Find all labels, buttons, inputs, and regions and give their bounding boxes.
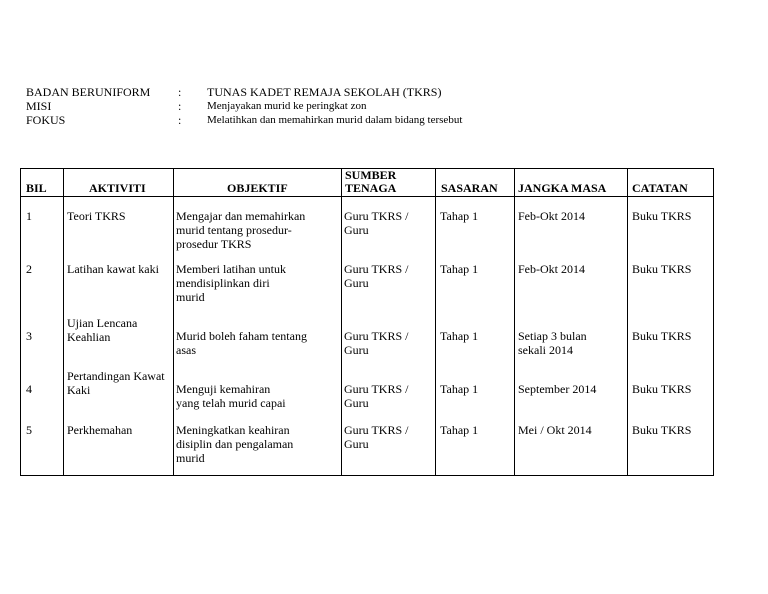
meta-colon: : <box>178 85 182 99</box>
cell-objektif: Mengajar dan memahirkan murid tentang prosedur-prosedur TKRS <box>176 209 306 251</box>
column-divider <box>63 169 64 475</box>
header-aktiviti: AKTIVITI <box>89 181 146 195</box>
cell-sasaran: Tahap 1 <box>440 262 479 276</box>
meta-key: MISI <box>26 99 52 113</box>
cell-sumber: Guru TKRS / Guru <box>344 262 409 290</box>
header-sasaran: SASARAN <box>441 181 498 195</box>
cell-objektif: Meningkatkan keahiran disiplin dan pengalaman murid <box>176 423 294 465</box>
cell-sumber: Guru TKRS / Guru <box>344 329 409 357</box>
meta-value: Menjayakan murid ke peringkat zon <box>207 100 367 112</box>
column-divider <box>627 169 628 475</box>
cell-jangka: Setiap 3 bulan sekali 2014 <box>518 329 587 357</box>
cell-jangka: September 2014 <box>518 382 597 396</box>
cell-objektif: Menguji kemahiran yang telah murid capai <box>176 382 286 410</box>
header-objektif: OBJEKTIF <box>227 181 288 195</box>
cell-jangka: Feb-Okt 2014 <box>518 209 585 223</box>
column-divider <box>435 169 436 475</box>
cell-bil: 4 <box>26 382 32 396</box>
meta-colon: : <box>178 99 182 113</box>
meta-colon: : <box>178 113 182 127</box>
cell-bil: 3 <box>26 329 32 343</box>
meta-value: Melatihkan dan memahirkan murid dalam bidang tersebut <box>207 114 463 126</box>
header-divider <box>21 196 713 197</box>
header-jangka-masa: JANGKA MASA <box>518 181 607 195</box>
column-divider <box>173 169 174 475</box>
cell-catatan: Buku TKRS <box>632 382 692 396</box>
meta-value: TUNAS KADET REMAJA SEKOLAH (TKRS) <box>207 85 442 99</box>
cell-bil: 2 <box>26 262 32 276</box>
cell-sumber: Guru TKRS / Guru <box>344 209 409 237</box>
meta-key: FOKUS <box>26 113 66 127</box>
cell-objektif: Murid boleh faham tentang asas <box>176 329 307 357</box>
cell-catatan: Buku TKRS <box>632 262 692 276</box>
cell-catatan: Buku TKRS <box>632 423 692 437</box>
cell-aktiviti: Pertandingan Kawat Kaki <box>67 369 165 397</box>
cell-sasaran: Tahap 1 <box>440 209 479 223</box>
cell-sumber: Guru TKRS / Guru <box>344 382 409 410</box>
header-catatan: CATATAN <box>632 181 688 195</box>
header-sumber-tenaga: SUMBER TENAGA <box>345 168 397 195</box>
cell-jangka: Feb-Okt 2014 <box>518 262 585 276</box>
cell-jangka: Mei / Okt 2014 <box>518 423 592 437</box>
cell-sasaran: Tahap 1 <box>440 423 479 437</box>
cell-aktiviti: Latihan kawat kaki <box>67 262 159 276</box>
cell-sumber: Guru TKRS / Guru <box>344 423 409 451</box>
cell-objektif: Memberi latihan untuk mendisiplinkan diri murid <box>176 262 286 304</box>
cell-sasaran: Tahap 1 <box>440 329 479 343</box>
cell-aktiviti: Teori TKRS <box>67 209 126 223</box>
meta-key: BADAN BERUNIFORM <box>26 85 151 99</box>
column-divider <box>514 169 515 475</box>
activity-table <box>20 168 714 476</box>
cell-aktiviti: Perkhemahan <box>67 423 133 437</box>
cell-aktiviti: Ujian Lencana Keahlian <box>67 316 138 344</box>
cell-catatan: Buku TKRS <box>632 329 692 343</box>
column-divider <box>341 169 342 475</box>
cell-bil: 1 <box>26 209 32 223</box>
cell-sasaran: Tahap 1 <box>440 382 479 396</box>
cell-bil: 5 <box>26 423 32 437</box>
header-bil: BIL <box>26 181 47 195</box>
cell-catatan: Buku TKRS <box>632 209 692 223</box>
